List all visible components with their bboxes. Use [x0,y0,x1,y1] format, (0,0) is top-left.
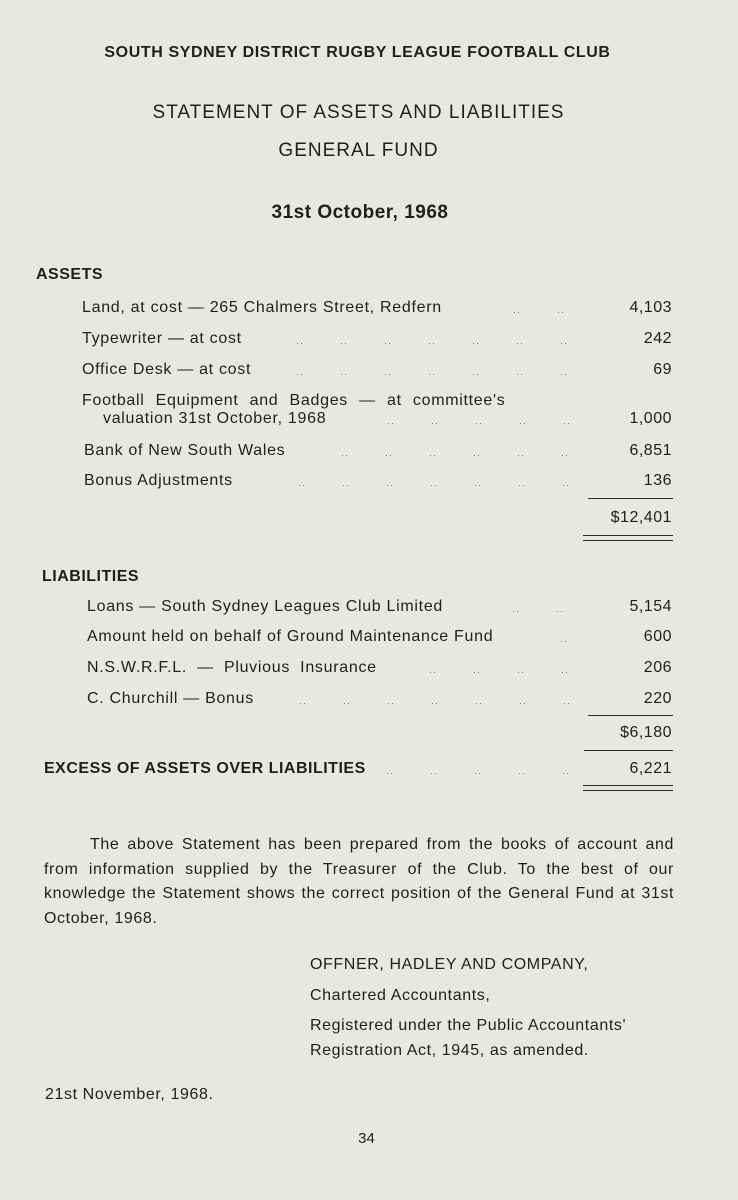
leader-dots [561,628,591,644]
firm-role: Chartered Accountants, [310,987,491,1004]
leader-dots [388,410,588,426]
asset-amount: 136 [643,472,672,489]
subtotal-rule [588,715,673,716]
total-double-rule [583,785,673,791]
asset-row [84,472,674,494]
liability-amount: 206 [643,659,672,676]
subtotal-rule [584,750,673,751]
asset-row-continued [103,410,673,432]
excess-label: EXCESS OF ASSETS OVER LIABILITIES [44,760,366,777]
asset-amount: 6,851 [629,442,672,459]
statement-title: STATEMENT OF ASSETS AND LIABILITIES [152,102,565,123]
leader-dots [342,442,587,458]
leader-dots [514,299,594,315]
assets-total: $12,401 [610,509,672,526]
leader-dots [387,760,587,776]
auditor-statement: The above Statement has been prepared from the books of account and from information supplied by the Treasurer of the Club. To the best of our knowledge the Statement shows the correct position of the General Fund at 31st October, 1968. [44,836,674,927]
registration-line-2: Registration Act, 1945, as amended. [310,1042,589,1059]
asset-row [82,299,672,321]
page-number: 34 [358,1130,375,1147]
asset-amount: 1,000 [629,410,672,427]
asset-row [82,330,672,352]
leader-dots [300,690,590,706]
asset-label: Land, at cost — 265 Chalmers Street, Redfern [82,299,442,316]
asset-label: Office Desk — at cost [82,361,252,378]
liabilities-total: $6,180 [620,724,672,741]
liability-label: Amount held on behalf of Ground Maintenance Fund [87,628,494,645]
statement-date: 31st October, 1968 [271,202,449,223]
subtotal-rule [588,498,673,499]
asset-label-continued: valuation 31st October, 1968 [103,410,327,427]
signed-date: 21st November, 1968. [45,1086,214,1103]
asset-amount: 4,103 [629,299,672,316]
firm-name: OFFNER, HADLEY AND COMPANY, [310,956,589,973]
leader-dots [297,330,587,346]
liability-row [87,690,677,712]
asset-amount: 242 [643,330,672,347]
liabilities-heading: LIABILITIES [42,568,140,585]
club-name: SOUTH SYDNEY DISTRICT RUGBY LEAGUE FOOTBALL CLUB [104,44,611,61]
leader-dots [299,472,589,488]
leader-dots [513,598,593,614]
asset-label: Typewriter — at cost [82,330,242,347]
leader-dots [297,361,587,377]
leader-dots [430,659,590,675]
liability-row [87,598,677,620]
excess-amount: 6,221 [629,760,672,777]
asset-label: Bank of New South Wales [84,442,286,459]
excess-row [44,760,674,782]
asset-row [82,361,672,383]
liability-row [87,659,677,681]
liability-amount: 220 [643,690,672,707]
liability-label: N.S.W.R.F.L. — Pluvious Insurance [87,659,377,676]
asset-label: Football Equipment and Badges — at committee's [82,392,506,409]
liability-row [87,628,677,650]
asset-label: Bonus Adjustments [84,472,233,489]
registration-line-1: Registered under the Public Accountants' [310,1017,627,1034]
liability-amount: 600 [643,628,672,645]
asset-row [84,442,674,464]
liability-label: Loans — South Sydney Leagues Club Limited [87,598,444,615]
asset-amount: 69 [653,361,672,378]
fund-title: GENERAL FUND [278,140,439,161]
assets-heading: ASSETS [36,266,104,283]
liability-label: C. Churchill — Bonus [87,690,254,707]
liability-amount: 5,154 [629,598,672,615]
total-double-rule [583,535,673,541]
